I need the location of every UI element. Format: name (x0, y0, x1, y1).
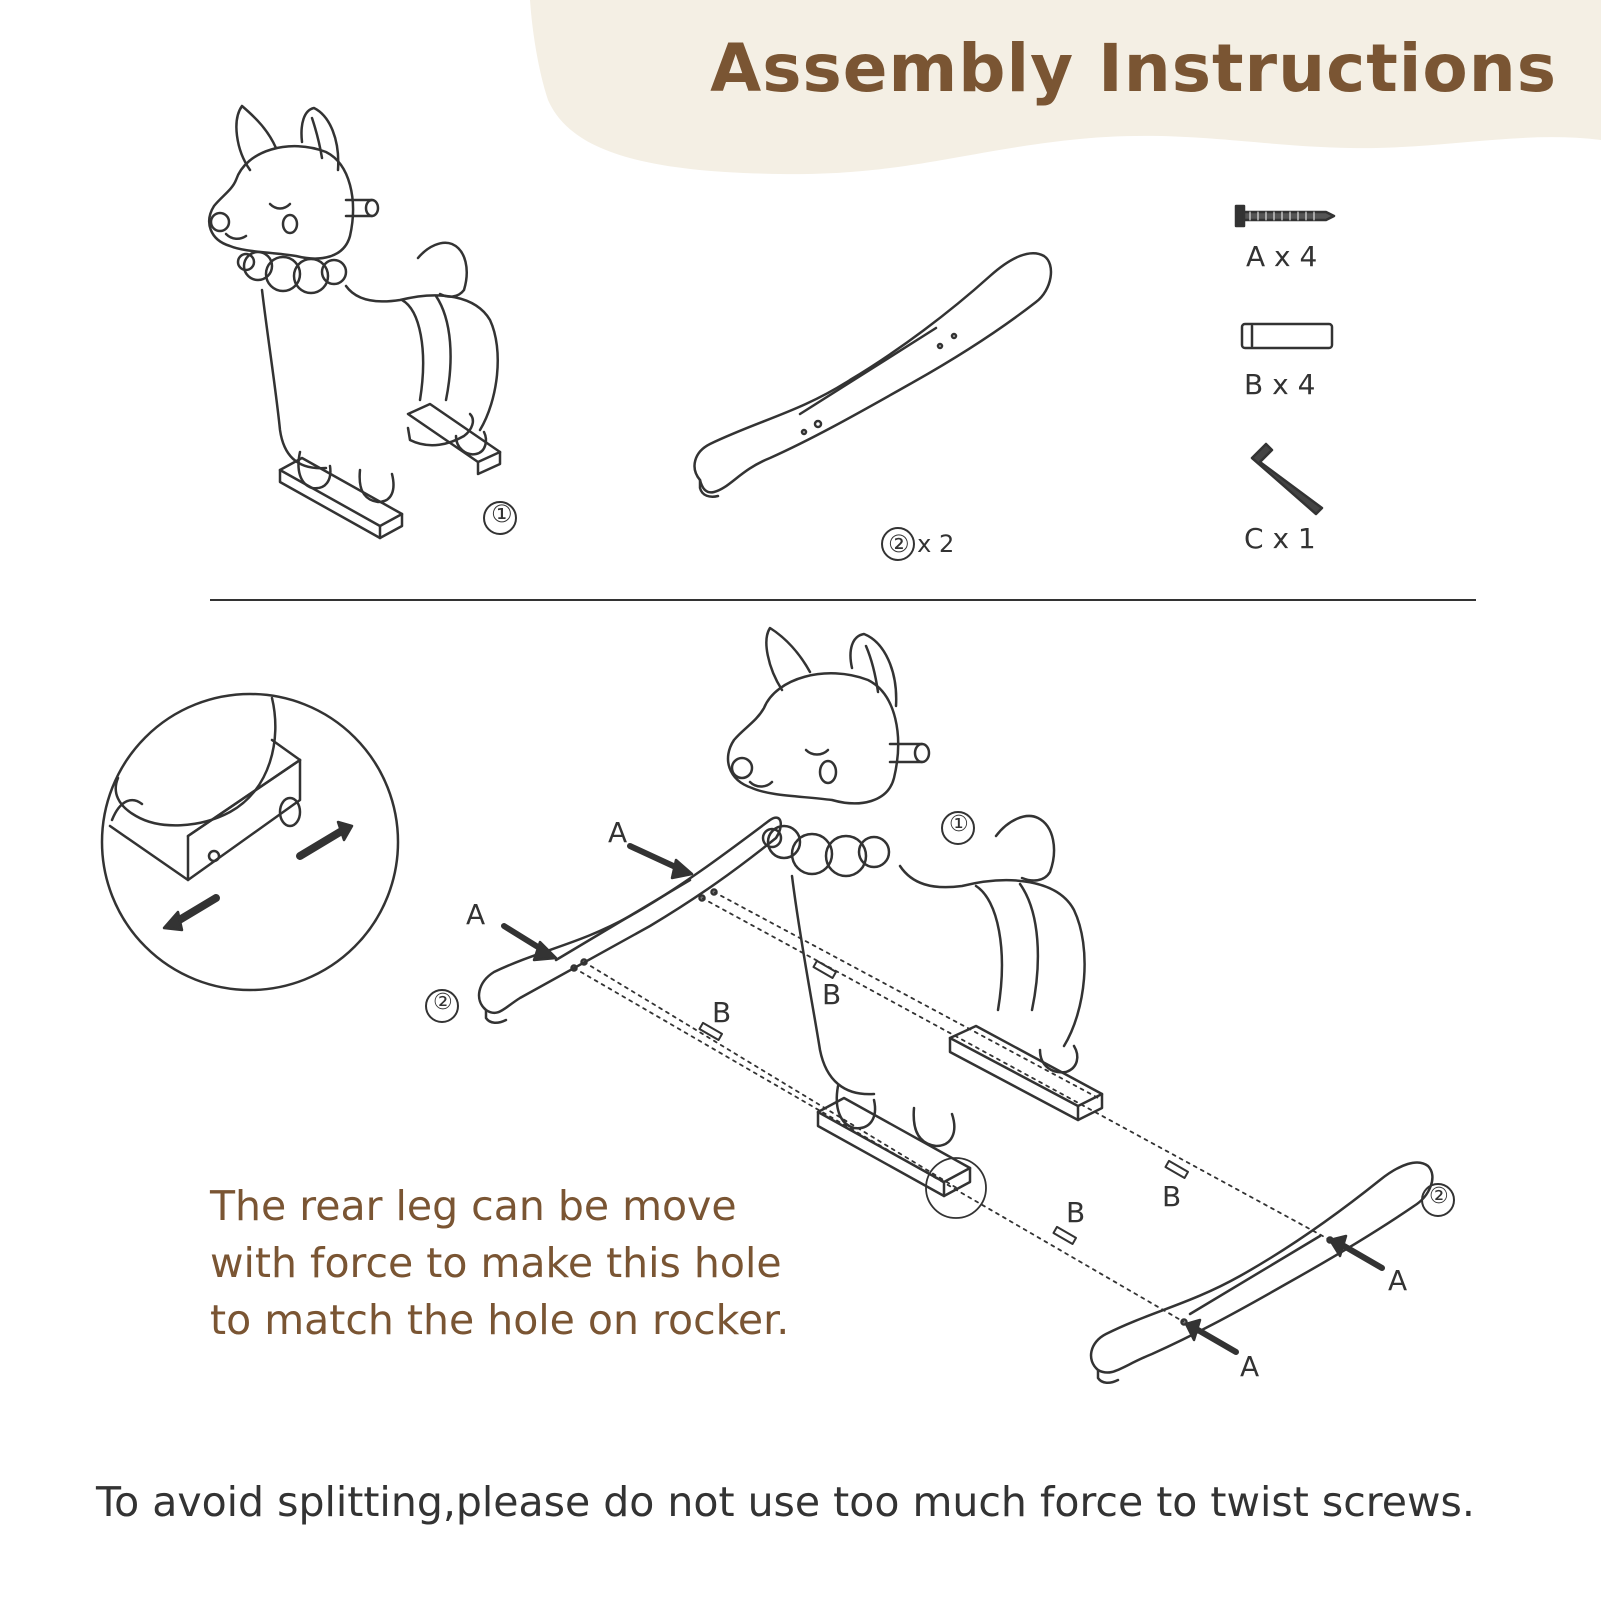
zoom-inset (102, 694, 398, 990)
note-line-3: to match the hole on rocker. (210, 1296, 790, 1344)
section-divider (210, 599, 1476, 601)
screw-icon (1236, 206, 1334, 226)
screw-label: A x 4 (1246, 240, 1318, 273)
callout-rocker-left: ② (433, 990, 453, 1015)
callout-b-1: B (712, 996, 732, 1029)
callout-b-4: B (1162, 1180, 1182, 1213)
callout-a-2: A (466, 898, 486, 931)
callout-a-3: A (1388, 1264, 1408, 1297)
part-2-number: ② x 2 (888, 530, 955, 558)
callout-a-4: A (1240, 1350, 1260, 1383)
dowel-label: B x 4 (1244, 368, 1316, 401)
callout-rocker-right: ② (1429, 1184, 1449, 1209)
callout-body: ① (949, 812, 969, 837)
dowel-icon (1242, 324, 1332, 348)
part-2-label (888, 526, 954, 559)
warning-text: To avoid splitting,please do not use too much force to twist screws. (96, 1478, 1475, 1526)
part-1-label: ① (491, 500, 513, 528)
hex-key-icon (1252, 444, 1322, 514)
callout-a-1: A (608, 816, 628, 849)
note-line-1: The rear leg can be move (210, 1182, 737, 1230)
note-line-2: with force to make this hole (210, 1239, 782, 1287)
assembly-note (210, 1178, 850, 1349)
callout-b-2: B (822, 978, 842, 1011)
assembly-alpaca-body (728, 628, 1102, 1218)
alpaca-body-icon (209, 106, 500, 538)
assembly-rocker-right (1091, 1162, 1432, 1382)
hex-key-label: C x 1 (1244, 522, 1316, 555)
page-title: Assembly Instructions (710, 30, 1557, 107)
rocker-icon (695, 253, 1051, 497)
callout-b-3: B (1066, 1196, 1086, 1229)
